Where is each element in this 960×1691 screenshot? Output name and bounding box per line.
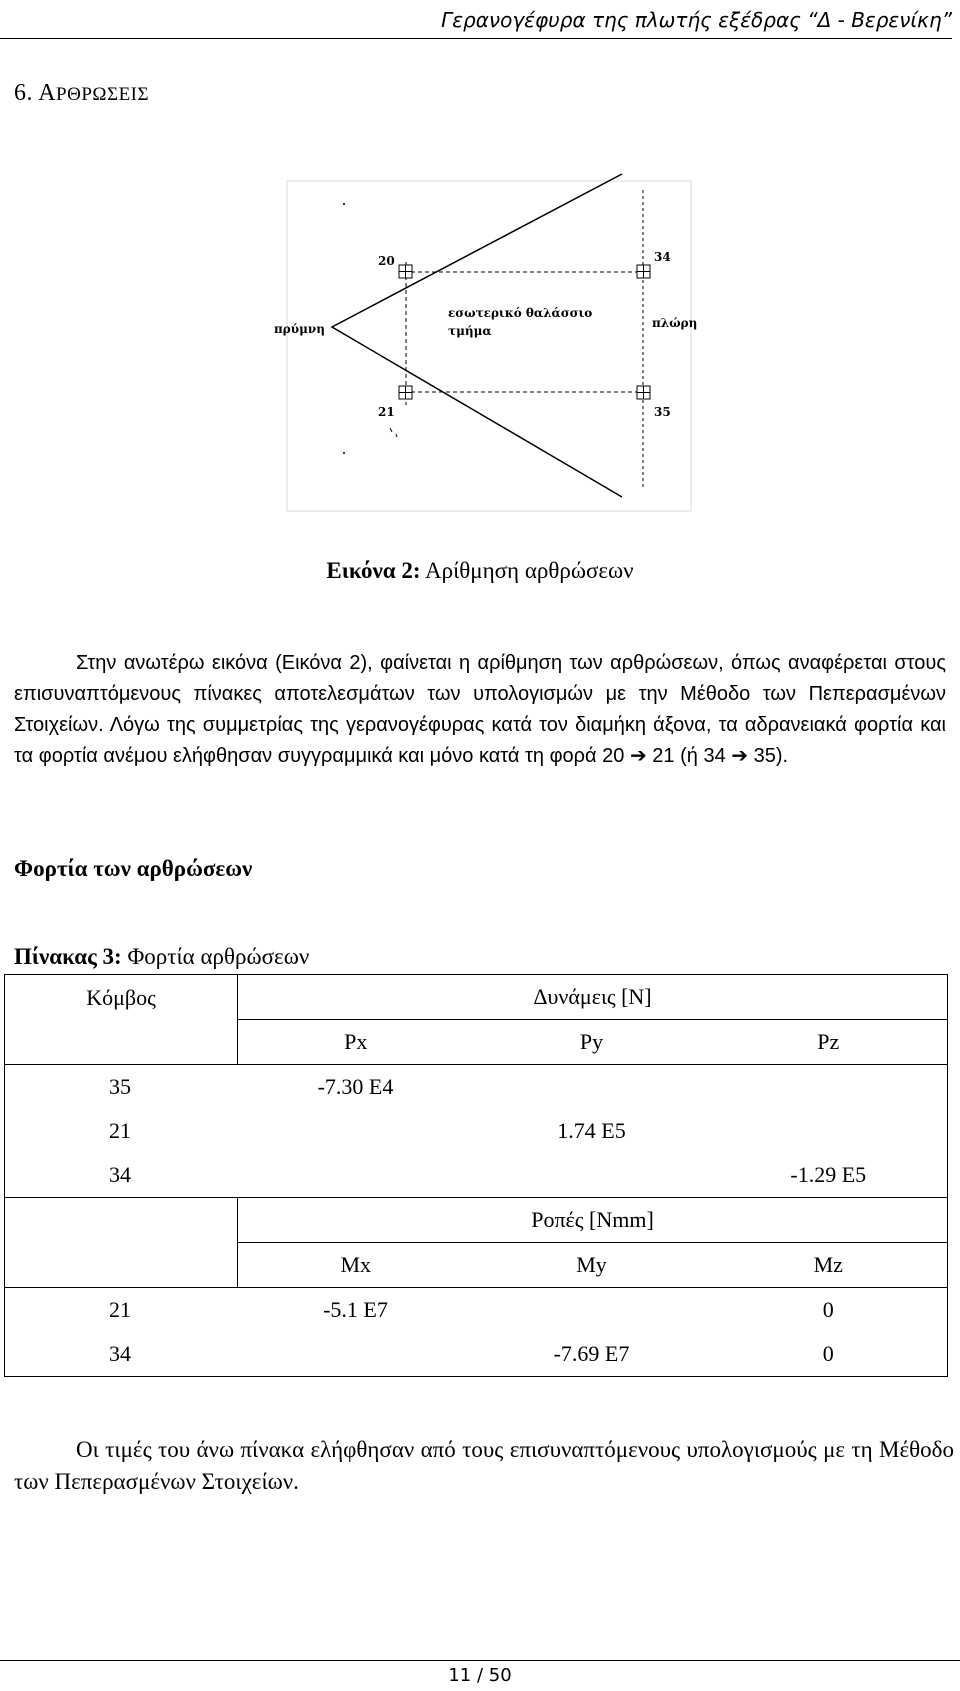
label-interior-line1: εσωτερικό θαλάσσιο [448, 306, 593, 320]
row-py [474, 1065, 710, 1110]
node-35-marker [637, 386, 650, 399]
paragraph-1-mid: 21 (ή 34 [646, 745, 732, 767]
paragraph-2 [14, 1434, 954, 1498]
label-node-35: 35 [654, 405, 671, 419]
row-node: 35 [5, 1065, 238, 1110]
scan-dot [343, 203, 345, 205]
col-pz: Pz [710, 1020, 948, 1065]
table-row [5, 1288, 948, 1333]
paragraph-1-body [14, 648, 946, 772]
row-node: 21 [5, 1109, 238, 1153]
row-pz [710, 1109, 948, 1153]
joint-numbering-figure [274, 180, 746, 546]
moments-header: Ροπές [Nmm] [238, 1198, 948, 1243]
row-node: 34 [5, 1153, 238, 1198]
forces-header: Δυνάμεις [N] [238, 975, 948, 1020]
row-pz [710, 1065, 948, 1110]
arrow-right-icon: ➔ [731, 745, 749, 767]
col-px: Px [238, 1020, 474, 1065]
label-node-21: 21 [378, 405, 395, 419]
node-20-marker [399, 265, 412, 278]
arrow-right-icon: ➔ [629, 745, 647, 767]
row-node: 21 [5, 1288, 238, 1333]
joint-loads-table [4, 974, 948, 1377]
table-caption [14, 944, 309, 970]
scan-dot [343, 452, 345, 454]
label-bow: πρύμνη [274, 322, 325, 336]
row-px [238, 1109, 474, 1153]
running-header [0, 6, 952, 39]
moments-header-row [5, 1198, 948, 1243]
section-title-first: Α [38, 80, 57, 106]
moments-node-spacer [5, 1198, 238, 1288]
row-mz: 0 [710, 1332, 948, 1377]
caption-text: Αρίθμηση αρθρώσεων [420, 558, 634, 583]
row-pz: -1.29 E5 [710, 1153, 948, 1198]
loads-subheading: Φορτία των αρθρώσεων [14, 856, 253, 881]
section-title-rest: ΡΘΡΩΣΕΙΣ [56, 84, 150, 105]
page-footer [0, 1660, 960, 1687]
paragraph-1-end: 35). [748, 745, 789, 767]
col-mz: Mz [710, 1243, 948, 1288]
col-my: My [576, 1252, 607, 1277]
scan-mark [396, 434, 397, 437]
row-my: -7.69 E7 [474, 1332, 710, 1377]
section-number: 6. [14, 80, 33, 106]
row-node: 34 [5, 1332, 238, 1377]
table-row [5, 1065, 948, 1110]
col-py: Py [579, 1029, 604, 1054]
label-node-20: 20 [378, 254, 395, 268]
row-my [474, 1288, 710, 1333]
row-mz: 0 [710, 1288, 948, 1333]
row-mx [238, 1332, 474, 1377]
row-px [238, 1153, 474, 1198]
node-21-marker [399, 386, 412, 399]
label-interior-line2: τμήμα [448, 324, 492, 338]
figure-caption [0, 558, 960, 584]
paragraph-1-text: Στην ανωτέρω εικόνα (Εικόνα 2), φαίνεται η αρίθμηση των αρθρώσεων, όπως αναφέρεται στους επισυναπτόμενους πίνακες αποτελεσμάτων των υπολογισμών με την Μέθοδο των Πεπερασμένων Στοιχείων. Λόγω της συμμετρίας της γερανογέφυρας κατά τον διαμήκη άξονα, τα αδρανειακά φορτία και τα φορτία ανέμου ελήφθησαν συγγραμμικά και μόνο κατά τη φορά 20 [14, 652, 946, 767]
node-34-marker [637, 265, 650, 278]
paragraph-1 [14, 648, 946, 772]
row-px: -7.30 E4 [238, 1065, 474, 1110]
label-node-34: 34 [654, 250, 671, 264]
node-header: Κόμβος [5, 975, 238, 1065]
table-row [5, 1332, 948, 1377]
table-row [5, 1153, 948, 1198]
row-mx: -5.1 E7 [238, 1288, 474, 1333]
section-heading [14, 80, 149, 107]
table-header-row [5, 975, 948, 1020]
label-stern: πλώρη [652, 316, 698, 330]
caption-label: Εικόνα 2: [326, 558, 421, 583]
paragraph-2-text: Οι τιμές του άνω πίνακα ελήφθησαν από τους επισυναπτόμενους υπολογισμούς με τη Μέθοδο των Πεπερασμένων Στοιχείων. [14, 1437, 954, 1494]
figure-frame [287, 181, 691, 511]
scan-mark [390, 428, 392, 432]
running-title: Γερανογέφυρα της πλωτής εξέδρας “Δ - Βερενίκη” [441, 8, 952, 32]
page-number: 11 / 50 [448, 1665, 512, 1686]
table-caption-text: Φορτία αρθρώσεων [121, 944, 310, 969]
row-py [474, 1153, 710, 1198]
hull-diagram [274, 180, 746, 546]
table-row [5, 1109, 948, 1153]
table-caption-label: Πίνακας 3: [14, 944, 122, 969]
row-py: 1.74 E5 [557, 1118, 626, 1143]
col-mx: Mx [238, 1243, 474, 1288]
